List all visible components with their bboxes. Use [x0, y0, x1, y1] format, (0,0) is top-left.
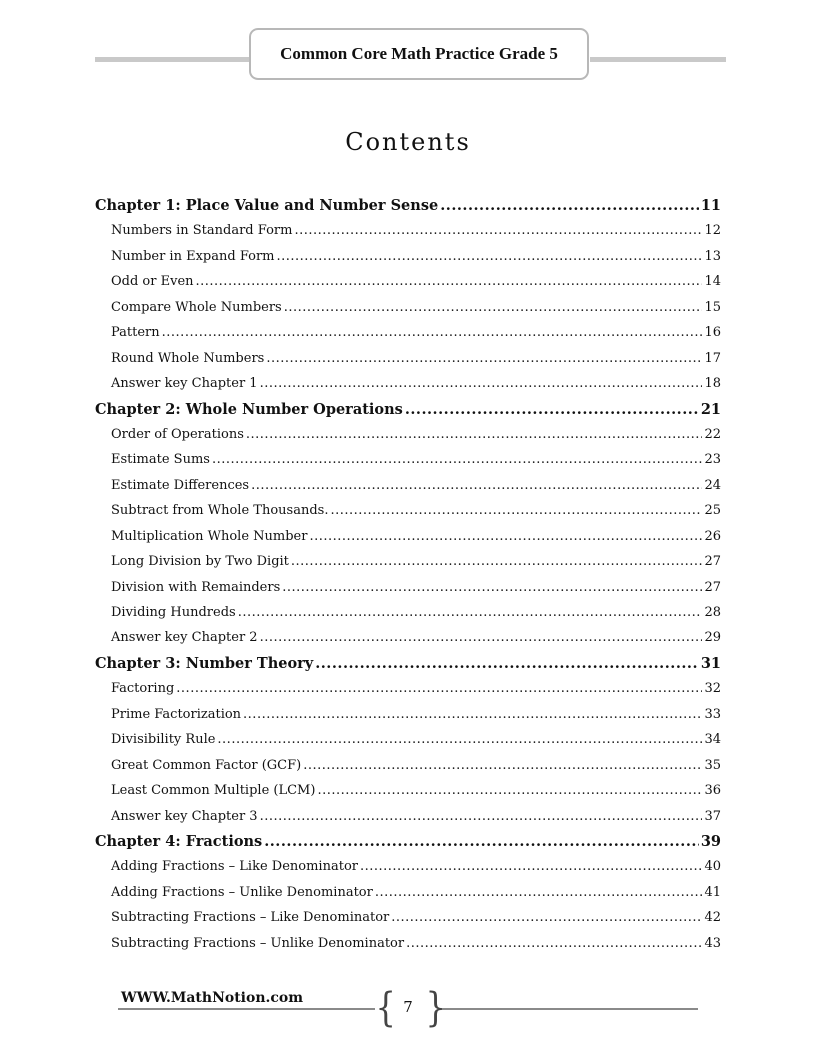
toc-section-entry[interactable] — [95, 676, 721, 701]
toc-dot-leader — [217, 727, 702, 752]
toc-dot-leader — [162, 320, 703, 345]
toc-section-entry[interactable] — [95, 625, 721, 650]
toc-entry-page-number: 28 — [704, 605, 721, 620]
toc-section-entry[interactable] — [95, 600, 721, 625]
toc-entry-page-number: 43 — [704, 935, 721, 951]
toc-entry-label: Subtract from Whole Thousands. — [111, 503, 329, 519]
toc-entry-label: Multiplication Whole Number — [111, 528, 308, 544]
toc-entry-label: Chapter 2: Whole Number Operations — [95, 400, 403, 418]
toc-chapter-entry[interactable] — [95, 829, 721, 854]
toc-section-entry[interactable] — [95, 473, 721, 498]
toc-entry-page-number: 18 — [704, 376, 721, 392]
footer-rule-left — [118, 1008, 375, 1010]
toc-dot-leader — [212, 447, 703, 472]
toc-section-entry[interactable] — [95, 371, 721, 396]
toc-entry-label: Chapter 3: Number Theory — [95, 654, 314, 672]
toc-entry-page-number: 27 — [704, 554, 721, 570]
toc-entry-page-number: 40 — [704, 859, 721, 875]
toc-section-entry[interactable] — [95, 804, 721, 829]
toc-entry-page-number: 21 — [700, 400, 721, 418]
header-rule-left — [95, 57, 250, 62]
toc-dot-leader — [284, 295, 703, 320]
toc-section-entry[interactable] — [95, 778, 721, 803]
toc-entry-page-number: 34 — [704, 732, 721, 748]
page-number: 7 — [403, 998, 413, 1016]
toc-dot-leader — [309, 524, 702, 549]
footer-rule-right — [440, 1008, 698, 1010]
toc-dot-leader — [176, 676, 702, 701]
toc-dot-leader — [243, 702, 702, 727]
toc-entry-label: Estimate Differences — [111, 477, 250, 493]
toc-entry-label: Answer key Chapter 1 — [111, 376, 258, 392]
toc-chapter-entry[interactable] — [95, 651, 721, 676]
toc-entry-label: Prime Factorization — [111, 706, 242, 722]
toc-dot-leader — [266, 346, 702, 371]
book-title: Common Core Math Practice Grade 5 — [280, 44, 558, 63]
toc-entry-label: Factoring — [111, 681, 175, 697]
toc-entry-page-number: 31 — [700, 654, 721, 672]
toc-section-entry[interactable] — [95, 931, 721, 956]
toc-section-entry[interactable] — [95, 727, 721, 752]
book-title-banner — [249, 28, 589, 80]
toc-section-entry[interactable] — [95, 575, 721, 600]
toc-entry-label: Estimate Sums — [111, 452, 210, 468]
toc-entry-label: Round Whole Numbers — [111, 350, 265, 366]
toc-entry-page-number: 14 — [704, 274, 721, 290]
toc-entry-label: Subtracting Fractions – Like Denominator — [111, 910, 390, 926]
toc-entry-page-number: 35 — [704, 757, 721, 773]
toc-dot-leader — [440, 193, 699, 218]
toc-entry-page-number: 24 — [704, 477, 721, 493]
toc-entry-label: Odd or Even — [111, 274, 194, 290]
toc-dot-leader — [406, 931, 702, 956]
toc-dot-leader — [264, 829, 699, 854]
page-title: Contents — [345, 128, 471, 156]
toc-section-entry[interactable] — [95, 498, 721, 523]
toc-dot-leader — [360, 854, 702, 879]
toc-entry-label: Chapter 1: Place Value and Number Sense — [95, 197, 439, 214]
toc-entry-page-number: 42 — [704, 910, 721, 926]
toc-entry-page-number: 39 — [700, 832, 721, 850]
toc-dot-leader — [238, 600, 703, 625]
toc-entry-label: Pattern — [111, 325, 160, 341]
toc-entry-page-number: 15 — [704, 299, 721, 315]
toc-dot-leader — [317, 778, 702, 803]
toc-dot-leader — [260, 371, 703, 396]
toc-section-entry[interactable] — [95, 218, 721, 243]
toc-section-entry[interactable] — [95, 447, 721, 472]
toc-section-entry[interactable] — [95, 905, 721, 930]
toc-entry-label: Dividing Hundreds — [111, 605, 236, 620]
toc-entry-label: Division with Remainders — [111, 579, 281, 595]
toc-entry-label: Order of Operations — [111, 426, 244, 442]
toc-dot-leader — [251, 473, 702, 498]
toc-section-entry[interactable] — [95, 346, 721, 371]
table-of-contents — [95, 193, 721, 956]
toc-entry-page-number: 13 — [704, 248, 721, 264]
toc-entry-label: Long Division by Two Digit — [111, 554, 289, 570]
toc-entry-page-number: 36 — [704, 783, 721, 799]
toc-entry-page-number: 37 — [704, 808, 721, 824]
toc-section-entry[interactable] — [95, 549, 721, 574]
toc-entry-page-number: 22 — [704, 426, 721, 442]
toc-entry-page-number: 26 — [704, 528, 721, 544]
toc-section-entry[interactable] — [95, 880, 721, 905]
toc-dot-leader — [315, 651, 699, 676]
toc-entry-label: Subtracting Fractions – Unlike Denominator — [111, 935, 405, 951]
toc-entry-label: Adding Fractions – Like Denominator — [111, 859, 358, 875]
toc-section-entry[interactable] — [95, 702, 721, 727]
toc-dot-leader — [260, 804, 703, 829]
toc-entry-page-number: 16 — [704, 325, 721, 341]
toc-entry-label: Answer key Chapter 3 — [111, 808, 258, 824]
toc-dot-leader — [196, 269, 703, 294]
toc-dot-leader — [375, 880, 703, 905]
toc-section-entry[interactable] — [95, 295, 721, 320]
toc-entry-page-number: 12 — [704, 223, 721, 239]
toc-dot-leader — [405, 397, 699, 422]
toc-entry-page-number: 23 — [704, 452, 721, 468]
toc-section-entry[interactable] — [95, 320, 721, 345]
toc-dot-leader — [294, 218, 702, 243]
toc-section-entry[interactable] — [95, 854, 721, 879]
toc-entry-label: Compare Whole Numbers — [111, 299, 282, 315]
toc-entry-label: Answer key Chapter 2 — [111, 630, 258, 646]
toc-dot-leader — [303, 753, 702, 778]
toc-entry-page-number: 17 — [704, 350, 721, 366]
toc-entry-page-number: 29 — [704, 630, 721, 646]
page-number-left-brace-icon: { — [375, 985, 396, 1031]
toc-entry-page-number: 11 — [700, 197, 721, 214]
toc-entry-label: Number in Expand Form — [111, 248, 275, 264]
toc-entry-page-number: 33 — [704, 706, 721, 722]
toc-entry-label: Least Common Multiple (LCM) — [111, 783, 316, 799]
toc-section-entry[interactable] — [95, 244, 721, 269]
toc-entry-label: Chapter 4: Fractions — [95, 832, 263, 850]
header-rule-right — [590, 57, 726, 62]
toc-dot-leader — [277, 244, 703, 269]
toc-entry-page-number: 25 — [704, 503, 721, 519]
toc-dot-leader — [391, 905, 702, 930]
toc-entry-page-number: 32 — [704, 681, 721, 697]
toc-dot-leader — [291, 549, 703, 574]
toc-entry-label: Numbers in Standard Form — [111, 223, 293, 239]
toc-section-entry[interactable] — [95, 524, 721, 549]
toc-entry-label: Divisibility Rule — [111, 732, 216, 748]
toc-entry-label: Great Common Factor (GCF) — [111, 757, 302, 773]
toc-chapter-entry[interactable] — [95, 193, 721, 218]
toc-entry-page-number: 41 — [704, 884, 721, 900]
toc-dot-leader — [330, 498, 702, 523]
toc-dot-leader — [246, 422, 703, 447]
toc-section-entry[interactable] — [95, 269, 721, 294]
toc-entry-page-number: 27 — [704, 579, 721, 595]
toc-section-entry[interactable] — [95, 753, 721, 778]
toc-dot-leader — [282, 575, 702, 600]
toc-chapter-entry[interactable] — [95, 397, 721, 422]
toc-dot-leader — [260, 625, 703, 650]
toc-section-entry[interactable] — [95, 422, 721, 447]
toc-entry-label: Adding Fractions – Unlike Denominator — [111, 884, 373, 900]
page-number-right-brace-icon: } — [425, 985, 446, 1031]
footer-website: WWW.MathNotion.com — [121, 990, 304, 1006]
